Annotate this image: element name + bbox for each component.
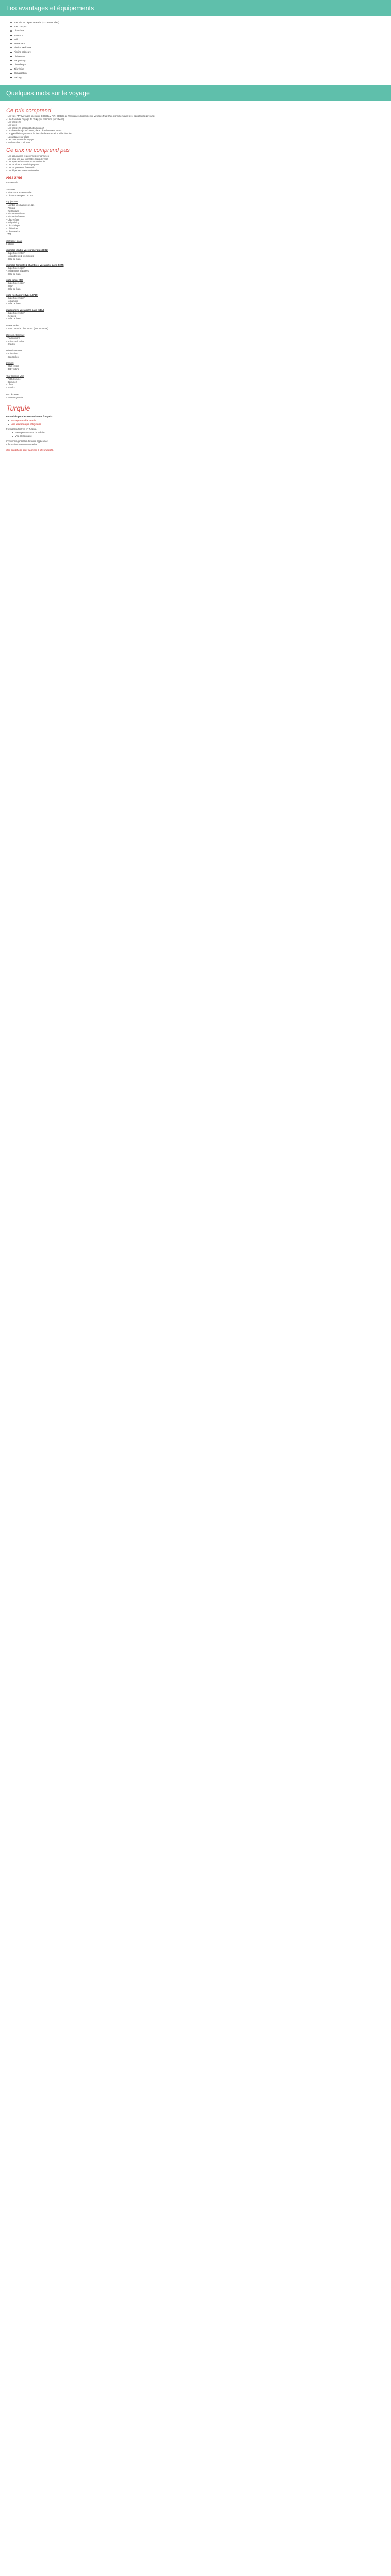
boisson-line: - Snacks (6, 343, 15, 346)
suite2-line: - 1 chambre (6, 299, 18, 302)
ce-prix-line: - Les transferts aéroport/hôtel/aéroport (6, 126, 44, 129)
suite-line: - Salle de bain (6, 287, 21, 291)
ce-prix-line: - Le type d'hébergement et la formule de restauration sélectionnée (6, 132, 72, 135)
exclusion-line: - Les repas et boissons non mentionnés (6, 160, 46, 163)
situation-label: Situation (6, 188, 15, 191)
exclusion-line: - Les frais liés aux formalités (frais de visa) (6, 157, 48, 160)
equipement-line: - Nombre de chambres : 411 (6, 204, 35, 207)
exclusion-line: - Les services et activités payants (6, 163, 40, 166)
chambre-double-label: chambre double vue sur mer plus (DBL) (6, 248, 48, 251)
voyage-body (0, 101, 391, 452)
ce-prix-line: - Le séjour de 8 jours/7 nuits, dans l'établissement retenu (6, 129, 62, 132)
equipement-line: - Restaurant (6, 209, 19, 212)
advantage-item: Transport (10, 33, 385, 38)
enfants-label: Enfants (6, 362, 14, 365)
enfants-line: - Baby-sitting (6, 368, 20, 371)
closing-red-italic: Ces conditions sont données à titre indicatif. (6, 449, 54, 452)
divertissements-line: - Animation (6, 352, 18, 355)
formalites-label: Formalités pour les ressortissants français : (6, 415, 53, 418)
advantages-list (0, 16, 391, 85)
advantages-title: Les avantages et équipements (6, 5, 94, 12)
advantage-item: Piscine extérieure (10, 46, 385, 50)
chambre-familiale-line: - Salle de bain (6, 273, 21, 276)
categorie-label: Catégorie locale (6, 239, 23, 242)
turquie-title: Turquie (6, 404, 30, 413)
formalites-red-text: Passeport valide requis. (11, 419, 37, 422)
advantages-header-band (0, 0, 391, 16)
restauration-line: - 'Tout Compris Ultra Inclus' (ALL Inclusive) (6, 327, 48, 330)
advantage-item: Climatisation (10, 71, 385, 75)
equipement-line: - Baby-sitting (6, 221, 20, 224)
formalites-bullet: Visa électronique. (10, 435, 385, 438)
equipement-line: - Parking (6, 206, 15, 209)
chambre-familiale-label: chambre familiale (2 chambres) vue arrière pays (FAM) (6, 263, 64, 266)
chambre-double-line: - 1 grand lit ou 2 lits simples (6, 255, 34, 258)
tout-compris-label: Tout compris Ultra (6, 374, 24, 377)
bon-a-savoir-label: Bon à savoir (6, 393, 19, 396)
ce-prix-line: - Une franchise bagage de 15 kg par personne (hors bébé) (6, 117, 64, 121)
divertissements-line: - Spectacles (6, 355, 19, 358)
suite2-label: suite (1 chambre) type A (P1S) (6, 293, 38, 296)
maisonnette-line: - 2 étages (6, 314, 17, 317)
resume-title: Résumé (6, 175, 23, 180)
maisonnette-line: - Superficie : 60 m² (6, 312, 25, 315)
chambre-familiale-line: - 2 chambres séparées (6, 269, 29, 273)
tout-compris-line: - Dîner (6, 383, 13, 386)
ce-prix-line: - Les taxes (6, 123, 18, 126)
advantage-item: Télévision (10, 67, 385, 71)
advantage-item: Chambres (10, 29, 385, 33)
voyage-title: Quelques mots sur le voyage (6, 89, 90, 97)
tout-compris-line: - Petit déjeuner (6, 377, 22, 380)
situation-line: - Situé dans le centre-ville. (6, 191, 32, 194)
formalites-red-text: Visa électronique obligatoire. (11, 422, 42, 426)
advantage-item: Restaurant (10, 42, 385, 46)
suite-line: - Salon (6, 284, 13, 287)
equipement-line: - Piscine extérieure (6, 212, 25, 215)
advantage-item: Piscine intérieure (10, 50, 385, 54)
maisonnette-line: - Salle de bain (6, 317, 21, 320)
tout-compris-line: - Déjeuner (6, 380, 17, 383)
advantage-item: Baby-sitting (10, 59, 385, 63)
suite-label: suite junior (JS) (6, 278, 23, 281)
restauration-label: Restauration (6, 324, 19, 327)
ce-prix-line: - Seul nombre conforme (6, 141, 30, 144)
boisson-line: - Boissons locales (6, 340, 24, 343)
exclusion-line: - Les dépenses non mentionnées (6, 169, 39, 172)
bon-a-savoir-line: - Navette gratuite (6, 396, 23, 399)
equipement-label: Equipement (6, 200, 18, 204)
chambre-double-line: - Salle de bain (6, 258, 21, 261)
formalites-list (10, 431, 385, 438)
ce-prix-ne-comprend-pas-title: Ce prix ne comprend pas (6, 147, 70, 154)
chambre-familiale-line: - Superficie : 45 m² (6, 266, 25, 269)
suite2-line: - Superficie : 55 m² (6, 296, 25, 299)
voyage-header-band (0, 85, 391, 101)
equipement-line: - Climatisation (6, 230, 21, 233)
divertissements-label: Divertissements (6, 349, 22, 352)
formalites-red-bullet (6, 423, 385, 426)
ce-prix-line: - Des documents de voyage (6, 138, 34, 141)
closing-line: Informations non contractuelles. (6, 443, 38, 446)
maisonnette-label: maisonnette vue arrière-pays (MBL) (6, 309, 44, 312)
tout-compris-line: - Snacks (6, 386, 15, 389)
advantage-item: Tout A/R au départ de Paris (+10 autres villes) (10, 21, 385, 25)
advantage-item: Wifi (10, 38, 385, 42)
suite-line: - Superficie : 46 m² (6, 281, 25, 284)
hotel-name: Lara Hotels (6, 181, 18, 184)
equipement-line: - Piscine intérieure (6, 215, 25, 218)
equipement-line: - Télévision (6, 227, 18, 230)
enfants-line: - Club enfant (6, 365, 19, 368)
advantage-item: Tout compris (10, 25, 385, 29)
closing-line: Conditions générales de vente applicables. (6, 440, 48, 443)
advantage-item: Club enfant (10, 55, 385, 59)
categorie-value: 5 étoiles (6, 242, 15, 245)
equipement-line: - Wifi (6, 233, 11, 236)
ce-prix-line: - Les transferts (6, 121, 21, 124)
ce-prix-comprend-title: Ce prix comprend (6, 107, 51, 114)
advantage-item: Discothèque (10, 63, 385, 67)
formalites-bullet: Passeport en cours de validité. (10, 431, 385, 434)
situation-line: - Distance aéroport : 20 km (6, 194, 33, 197)
equipement-line: - Club enfant (6, 218, 19, 221)
exclusion-line: - Les assurances et dépenses personnelles (6, 154, 49, 157)
ce-prix-line: - Les vols FTY (Voyages spéciaux) CDG/DLM A/R, (Détails de l'assurance disponible sur Voyages Pas Cher, consultez dans le(s) opérateur(s) prévu(s) (6, 114, 155, 117)
formalites-paragraph: Formalités d'entrée en Turquie. (6, 428, 37, 431)
equipement-line: - Discothèque (6, 224, 20, 227)
suite2-line: - Salle de bain (6, 302, 21, 306)
chambre-double-line: - Superficie : 28 m² (6, 251, 25, 255)
formalites-red-bullet (6, 419, 385, 422)
exclusion-line: - Les suppléments éventuels (6, 166, 35, 169)
boisson-label: Boisson et formule (6, 333, 25, 336)
boisson-line: - Tout compris (6, 336, 20, 340)
ce-prix-line: - L'assistance sur place (6, 135, 29, 138)
advantage-item: Parking (10, 76, 385, 80)
